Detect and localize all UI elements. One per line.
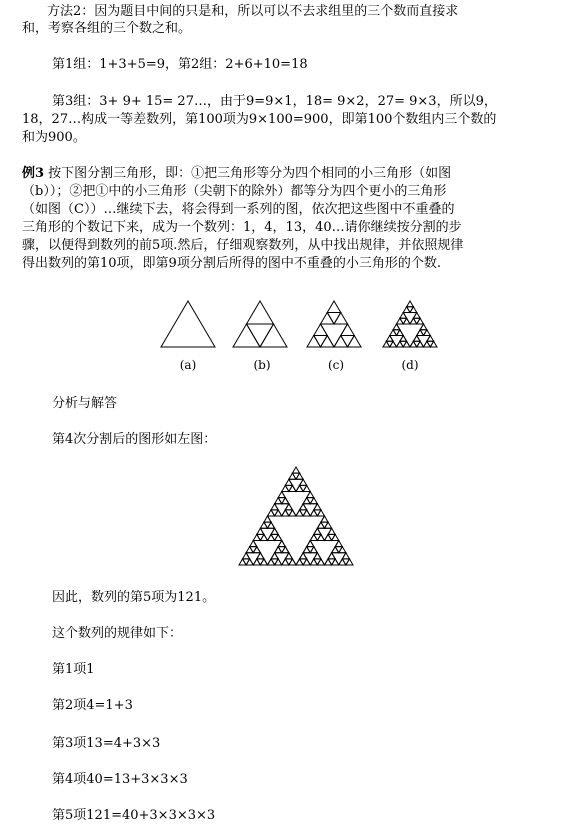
example-label: 例3 [22, 166, 45, 181]
triangle-outline [314, 510, 321, 516]
triangle-outline [243, 559, 250, 565]
triangle-outline [271, 534, 278, 540]
example3-line-2: （b））；②把①中的小三角形（尖朝下的除外）都等分为四个更小的三角形 [22, 184, 447, 199]
triangle-outline [335, 547, 342, 553]
triangle-outline [314, 534, 321, 540]
triangle-outline [161, 301, 215, 347]
triangle-outline [407, 307, 414, 313]
rule-intro-line: 这个数列的规律如下： [52, 626, 183, 641]
triangle-outline [314, 336, 328, 348]
term-4: 第4项40=13+3×3×3 [52, 772, 188, 787]
triangle-outline [341, 336, 355, 348]
conclusion-line: 因此，数列的第5项为121。 [52, 590, 216, 605]
figure-4th-division-triangle [238, 466, 354, 566]
triangle-outline [420, 330, 427, 336]
triangle-outline [393, 330, 400, 336]
triangle-outline [321, 313, 335, 325]
group3-line-2: 18，27…构成一等差数列，第100项为9×100=900，即第100个数组内三个数的 [22, 112, 497, 127]
example3-line-3: （如图（C））…继续下去，将会得到一系列的图，依次把这些图中不重叠的 [22, 202, 455, 217]
triangle-outline [334, 336, 348, 348]
triangle-outline [260, 324, 287, 347]
triangle-outline [307, 498, 314, 504]
figure-c-caption: (c) [327, 358, 345, 372]
triangle-outline [407, 301, 414, 307]
triangle-outline [334, 313, 348, 325]
triangle-outline [314, 559, 321, 565]
triangle-outline [233, 324, 260, 347]
figure-b-triangle [232, 300, 288, 348]
triangle-outline [427, 341, 434, 347]
triangle-outline [257, 559, 264, 565]
term-3: 第3项13=4+3×3 [52, 736, 161, 751]
triangle-outline [257, 534, 264, 540]
triangle-outline [400, 318, 407, 324]
example3-line-4: 三角形的个数记下来，成为一个数列：1，4，13，40…请你继续按分割的步 [22, 220, 462, 235]
groups-line: 第1组：1+3+5=9，第2组：2+6+10=18 [52, 57, 308, 72]
example3-line-1 [22, 166, 451, 182]
example3-line-6: 得出数列的第10项，即第9项分割后所得的图中不重叠的小三角形的个数. [22, 256, 441, 271]
triangle-outline [247, 301, 274, 324]
method2-line-2: 和，考察各组的三个数之和。 [22, 21, 192, 36]
triangle-outline [278, 498, 285, 504]
triangle-outline [292, 467, 299, 473]
figure-c-triangle [306, 300, 362, 348]
triangle-outline [321, 336, 335, 348]
method2-line-1: 方法2：因为题目中间的只是和，所以可以不去求组里的三个数而直接求 [47, 4, 459, 19]
triangle-outline [300, 510, 307, 516]
figure-a-caption: (a) [179, 358, 197, 372]
triangle-outline [250, 547, 257, 553]
triangle-outline [307, 547, 314, 553]
triangle-outline [341, 324, 355, 336]
term-1: 第1项1 [52, 662, 95, 677]
figure-b-caption: (b) [253, 358, 271, 372]
triangle-outline [285, 559, 292, 565]
triangle-outline [307, 336, 321, 348]
term-2: 第2项4=1+3 [52, 698, 133, 713]
triangle-outline [278, 547, 285, 553]
triangle-outline [413, 318, 420, 324]
figure-d-triangle [382, 300, 438, 348]
triangle-outline [247, 324, 274, 347]
triangle-outline [271, 510, 278, 516]
triangle-outline [285, 485, 292, 491]
figure-d-caption: (d) [401, 358, 419, 372]
triangle-outline [400, 341, 407, 347]
group3-line-1: 第3组：3+ 9+ 15= 27…，由于9=9×1，18= 9×2，27= 9×3，所以9， [52, 94, 497, 109]
triangle-outline [348, 336, 362, 348]
triangle-outline [386, 341, 393, 347]
triangle-outline [342, 559, 349, 565]
triangle-outline [264, 522, 271, 528]
triangle-outline [328, 534, 335, 540]
term-5: 第5项121=40+3×3×3×3 [52, 808, 216, 823]
analysis-heading: 分析与解答 [52, 396, 118, 411]
group3-line-3: 和为900。 [22, 130, 86, 145]
figure-a-triangle [160, 300, 216, 348]
triangle-outline [413, 341, 420, 347]
triangle-outline [327, 313, 341, 325]
fig4-text: 第4次分割后的图形如左图： [52, 432, 217, 447]
triangle-outline [321, 522, 328, 528]
example3-text-1: 按下图分割三角形，即：①把三角形等分为四个相同的小三角形（如图 [44, 166, 452, 181]
triangle-outline [285, 510, 292, 516]
triangle-outline [292, 473, 299, 479]
triangle-outline [271, 559, 278, 565]
triangle-outline [300, 485, 307, 491]
triangle-outline [300, 559, 307, 565]
triangle-outline [328, 559, 335, 565]
example3-line-5: 骤，以便得到数列的前5项.然后，仔细观察数列，从中找出规律，并依照规律 [22, 238, 464, 253]
triangle-outline [327, 301, 341, 313]
triangle-outline [314, 324, 328, 336]
